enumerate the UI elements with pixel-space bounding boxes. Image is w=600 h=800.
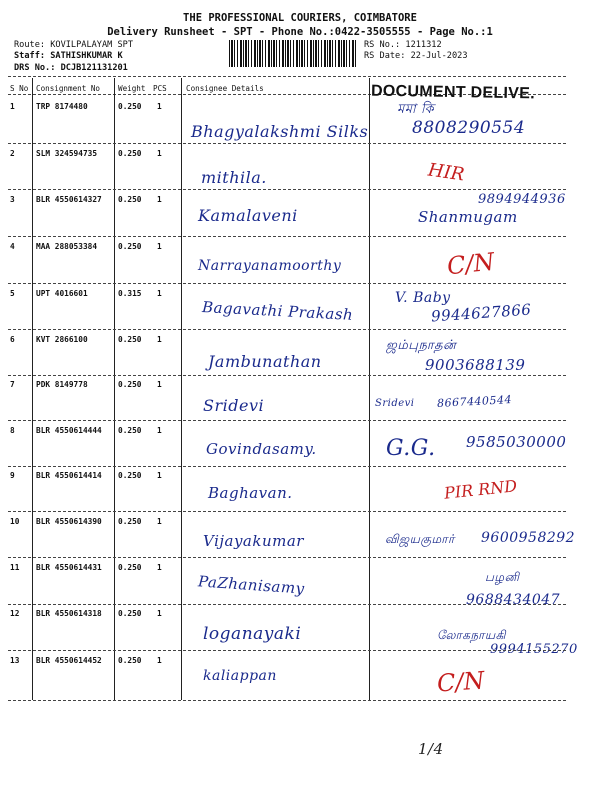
document-delivered-stamp: DOCUMENT DELIVE. — [370, 82, 536, 103]
row-5-consignee: Bagavathi Prakash — [201, 298, 354, 324]
col-header-weight: Weight — [118, 84, 146, 93]
row-8-phone: 9585030000 — [466, 433, 567, 451]
row-11-consignee: PaZhanisamy — [197, 572, 306, 598]
row-7-consignment: PDK 8149778 — [36, 380, 88, 389]
row-13-sno: 13 — [10, 656, 20, 665]
col-divider-1 — [32, 78, 33, 700]
drs-value: DCJB121131201 — [60, 63, 128, 73]
row-8-signature: G.G. — [386, 436, 436, 461]
col-header-sno: S No — [10, 84, 29, 93]
row-5-weight: 0.315 — [118, 289, 142, 298]
row-7-consignee: Sridevi — [203, 396, 265, 415]
row-6-rule — [8, 375, 566, 376]
row-8-weight: 0.250 — [118, 426, 142, 435]
row-6-consignee: Jambunathan — [208, 352, 322, 371]
row-6-weight: 0.250 — [118, 335, 142, 344]
row-9-consignee: Baghavan. — [208, 484, 293, 502]
col-header-consignment: Consignment No — [36, 84, 101, 93]
row-1-sno: 1 — [10, 102, 15, 111]
row-1-weight: 0.250 — [118, 102, 142, 111]
row-11-rule — [8, 604, 566, 605]
page-count-mark: 1/4 — [418, 740, 444, 758]
row-10-signature: விஜயகுமார் — [385, 532, 455, 546]
row-2-sno: 2 — [10, 149, 15, 158]
row-9-weight: 0.250 — [118, 471, 142, 480]
row-2-consignment: SLM 324594735 — [36, 149, 98, 158]
drs-line — [14, 63, 128, 73]
row-6-pcs: 1 — [157, 335, 162, 344]
row-6-sno: 6 — [10, 335, 15, 344]
row-5-signature: V. Baby — [395, 290, 451, 306]
row-12-pcs: 1 — [157, 609, 162, 618]
rs-date-label: RS Date: — [364, 51, 406, 61]
header-rule-top — [8, 76, 566, 77]
row-4-mark: C/N — [445, 247, 496, 281]
row-11-sno: 11 — [10, 563, 20, 572]
row-13-consignee: kaliappan — [203, 668, 277, 684]
row-11-weight: 0.250 — [118, 563, 142, 572]
row-3-phone: 9894944936 — [478, 192, 566, 207]
row-7-rule — [8, 420, 566, 421]
row-9-sno: 9 — [10, 471, 15, 480]
row-12-phone: 9994155270 — [490, 642, 578, 657]
row-13-pcs: 1 — [157, 656, 162, 665]
row-13-mark: C/N — [436, 666, 486, 698]
col-divider-3 — [181, 78, 182, 700]
runsheet-subtitle: Delivery Runsheet - SPT - Phone No.:0422-3505555 - Page No.:1 — [107, 26, 493, 38]
row-10-rule — [8, 557, 566, 558]
row-4-weight: 0.250 — [118, 242, 142, 251]
row-4-consignee: Narrayanamoorthy — [198, 258, 342, 274]
row-3-signature: Shanmugam — [418, 208, 518, 226]
drs-label: DRS No.: — [14, 63, 56, 73]
route-line — [14, 40, 133, 50]
row-5-sno: 5 — [10, 289, 15, 298]
row-12-signature: லோகநாயகி — [437, 628, 507, 642]
row-2-weight: 0.250 — [118, 149, 142, 158]
row-11-consignment: BLR 4550614431 — [36, 563, 102, 572]
rs-no-value: 1211312 — [405, 40, 442, 50]
row-2-pcs: 1 — [157, 149, 162, 158]
company-title: THE PROFESSIONAL COURIERS, COIMBATORE — [183, 12, 417, 24]
col-header-pcs: PCS — [153, 84, 167, 93]
row-6-signature: ஜம்புநாதன் — [386, 338, 457, 353]
row-12-sno: 12 — [10, 609, 20, 618]
row-13-consignment: BLR 4550614452 — [36, 656, 102, 665]
row-12-weight: 0.250 — [118, 609, 142, 618]
row-8-consignment: BLR 4550614444 — [36, 426, 102, 435]
row-10-pcs: 1 — [157, 517, 162, 526]
row-1-rule — [8, 143, 566, 144]
staff-label: Staff: — [14, 51, 46, 61]
row-5-pcs: 1 — [157, 289, 162, 298]
row-10-consignment: BLR 4550614390 — [36, 517, 102, 526]
route-value: KOVILPALAYAM SPT — [50, 40, 134, 50]
row-8-rule — [8, 466, 566, 467]
row-7-signature: Sridevi — [375, 398, 415, 409]
row-11-pcs: 1 — [157, 563, 162, 572]
row-2-consignee: mithila. — [201, 168, 267, 187]
row-12-rule — [8, 650, 566, 651]
row-10-weight: 0.250 — [118, 517, 142, 526]
col-divider-2 — [114, 78, 115, 700]
row-10-sno: 10 — [10, 517, 20, 526]
row-8-pcs: 1 — [157, 426, 162, 435]
col-divider-4 — [369, 78, 370, 700]
row-1-phone: 8808290554 — [412, 118, 526, 138]
row-6-consignment: KVT 2866100 — [36, 335, 88, 344]
row-13-rule — [8, 700, 566, 701]
row-3-weight: 0.250 — [118, 195, 142, 204]
row-3-sno: 3 — [10, 195, 15, 204]
row-7-weight: 0.250 — [118, 380, 142, 389]
row-10-phone: 9600958292 — [481, 530, 576, 546]
staff-line — [14, 51, 123, 61]
row-7-sno: 7 — [10, 380, 15, 389]
row-8-consignee: Govindasamy. — [206, 440, 317, 458]
row-4-rule — [8, 283, 566, 284]
row-11-phone: 9688434047 — [466, 592, 561, 608]
row-10-consignee: Vijayakumar — [203, 532, 304, 550]
row-9-rule — [8, 511, 566, 512]
row-9-mark: PIR RND — [443, 476, 518, 503]
row-3-consignment: BLR 4550614327 — [36, 195, 102, 204]
row-8-sno: 8 — [10, 426, 15, 435]
row-12-consignment: BLR 4550614318 — [36, 609, 102, 618]
row-1-consignment: TRP 8174480 — [36, 102, 88, 111]
row-13-weight: 0.250 — [118, 656, 142, 665]
rs-date-value: 22-Jul-2023 — [410, 51, 468, 61]
row-1-signature: মমা কি — [397, 102, 435, 117]
rs-no-line — [364, 40, 442, 50]
row-9-pcs: 1 — [157, 471, 162, 480]
row-2-mark: HIR — [426, 159, 466, 186]
row-1-consignee: Bhagyalakshmi Silks — [191, 122, 369, 141]
rs-no-label: RS No.: — [364, 40, 401, 50]
route-label: Route: — [14, 40, 46, 50]
row-4-pcs: 1 — [157, 242, 162, 251]
row-7-pcs: 1 — [157, 380, 162, 389]
staff-value: SATHISHKUMAR K — [50, 51, 123, 61]
col-header-consignee: Consignee Details — [186, 84, 264, 93]
row-5-consignment: UPT 4016601 — [36, 289, 88, 298]
barcode — [229, 40, 356, 67]
row-3-rule — [8, 236, 566, 237]
rs-date-line — [364, 51, 468, 61]
row-3-consignee: Kamalaveni — [198, 206, 298, 225]
row-11-signature: பழனி — [485, 570, 520, 584]
row-1-pcs: 1 — [157, 102, 162, 111]
row-2-rule — [8, 189, 566, 190]
row-6-phone: 9003688139 — [425, 356, 526, 374]
row-9-consignment: BLR 4550614414 — [36, 471, 102, 480]
row-4-sno: 4 — [10, 242, 15, 251]
row-3-pcs: 1 — [157, 195, 162, 204]
row-4-consignment: MAA 288053384 — [36, 242, 98, 251]
row-5-phone: 9944627866 — [430, 300, 532, 326]
row-12-consignee: loganayaki — [203, 624, 302, 644]
row-5-rule — [8, 329, 566, 330]
row-7-phone: 8667440544 — [436, 393, 513, 410]
